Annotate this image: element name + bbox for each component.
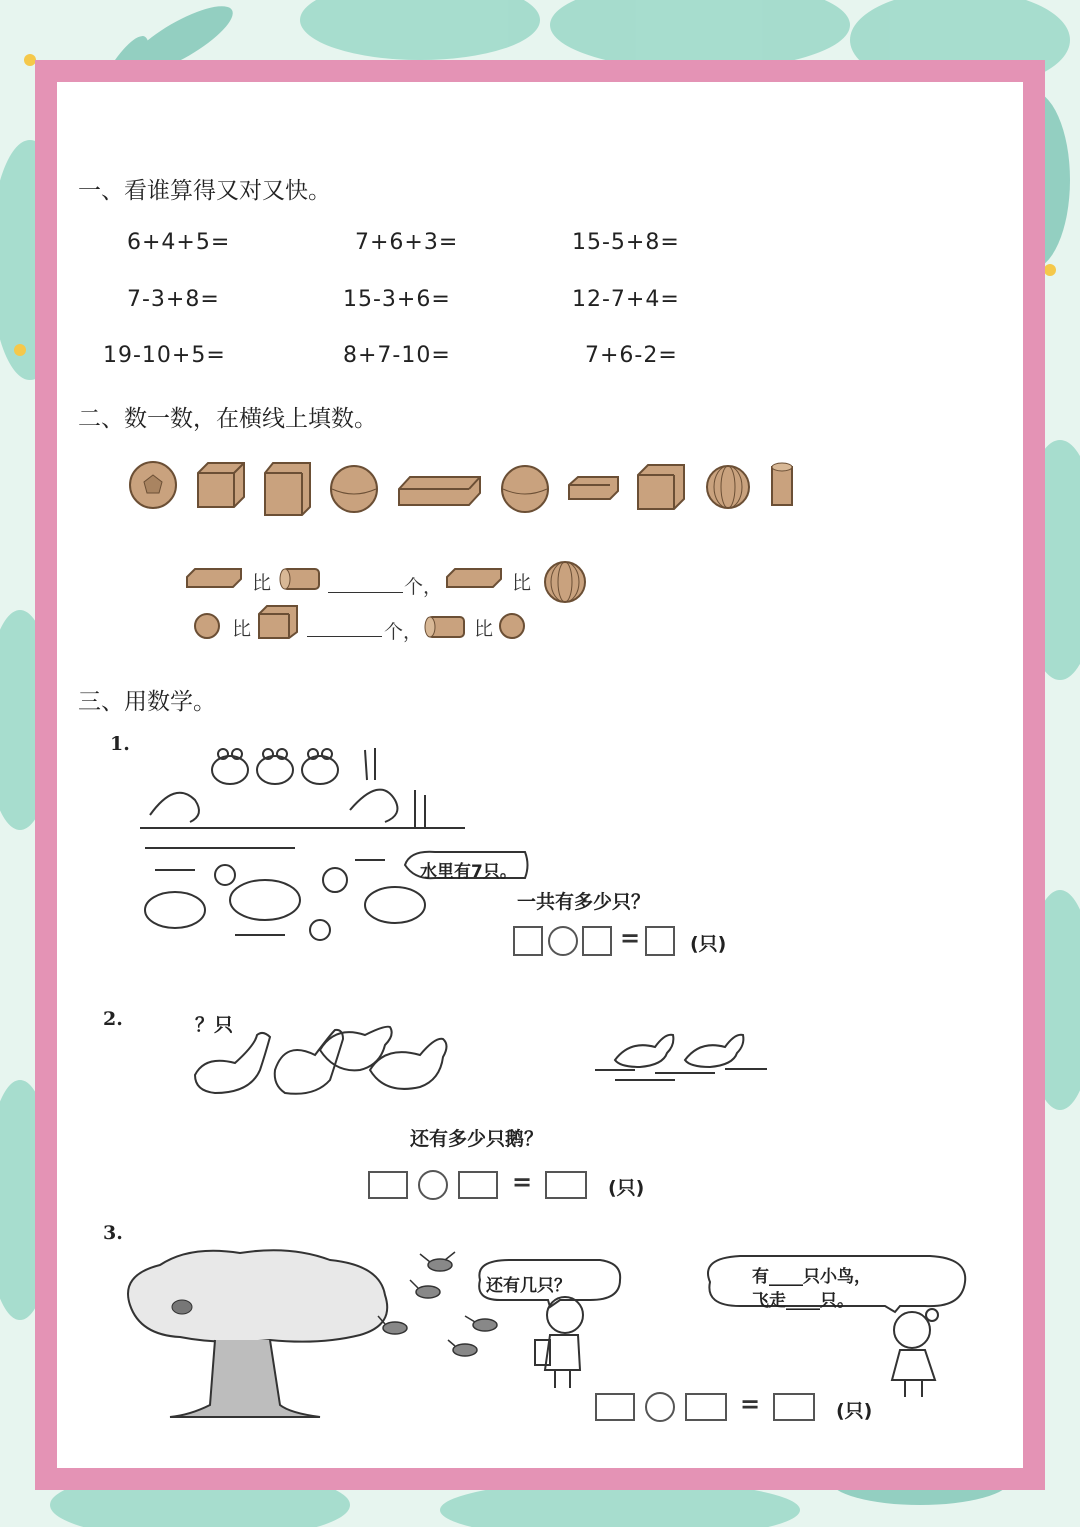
ball-icon	[502, 466, 548, 512]
equation: 7+6-2=	[585, 343, 678, 368]
equation: 7+6+3=	[355, 230, 459, 255]
answer-box[interactable]	[773, 1393, 815, 1421]
equation: 15-3+6=	[343, 287, 451, 312]
unit-label: (只)	[690, 933, 727, 955]
section1-title: 一、看谁算得又对又快。	[78, 178, 331, 204]
answer-box[interactable]	[545, 1171, 587, 1199]
answer-box[interactable]	[685, 1393, 727, 1421]
equation: 6+4+5=	[127, 230, 231, 255]
answer-box[interactable]	[458, 1171, 498, 1199]
geese-in-water-illustration	[595, 1025, 770, 1085]
equals-sign: =	[620, 924, 641, 952]
unknown-count-label: ？只	[195, 1014, 234, 1036]
ball-icon	[331, 466, 377, 512]
equals-sign: =	[740, 1390, 761, 1418]
unit-label: 个，	[404, 576, 443, 598]
equation: 12-7+4=	[572, 287, 680, 312]
girl-speech-line1: 有____只小鸟，	[752, 1267, 871, 1287]
football-icon	[130, 462, 176, 508]
shape-row	[120, 455, 810, 525]
compare-word: 比	[474, 618, 494, 640]
ball-icon	[498, 612, 528, 640]
answer-box[interactable]	[595, 1393, 635, 1421]
cylinder-icon	[277, 566, 322, 592]
answer-blank[interactable]	[328, 592, 403, 593]
equals-sign: =	[512, 1168, 533, 1196]
question: 还有多少只鹅？	[410, 1128, 544, 1150]
compare-word: 比	[252, 572, 272, 594]
unit-label: (只)	[608, 1177, 645, 1199]
compare-word: 比	[512, 572, 532, 594]
frog-icon	[257, 749, 293, 784]
equation: 15-5+8=	[572, 230, 680, 255]
girl-illustration	[880, 1305, 960, 1400]
flat-box-icon	[185, 565, 245, 595]
girl-speech-line2: 飞走____只。	[752, 1291, 854, 1311]
problem-number: 2.	[103, 1008, 123, 1030]
equation: 7-3+8=	[127, 287, 220, 312]
goose-icon	[370, 1039, 447, 1089]
cube-icon	[638, 465, 684, 509]
problem-number: 3.	[103, 1222, 123, 1244]
ball-icon	[193, 612, 223, 640]
tall-box-icon	[265, 463, 310, 515]
cylinder-icon	[422, 614, 467, 640]
bird-icon	[172, 1300, 192, 1314]
unit-label: 个，	[384, 621, 423, 643]
speech-bubble: 水里有7只。	[420, 862, 517, 882]
frog-icon	[212, 749, 248, 784]
unit-label: (只)	[836, 1400, 873, 1422]
goose-icon	[195, 1033, 270, 1093]
bird-icon	[410, 1280, 440, 1298]
problem-number: 1.	[110, 733, 130, 755]
boy-illustration	[520, 1290, 600, 1390]
frog-icon	[302, 749, 338, 784]
bird-icon	[448, 1340, 477, 1356]
goose-icon	[275, 1030, 343, 1094]
bird-icon	[378, 1316, 407, 1334]
small-box-icon	[569, 477, 618, 499]
geese-on-land-illustration	[185, 1015, 465, 1105]
section3-title: 三、用数学。	[78, 689, 216, 715]
cube-icon	[257, 604, 301, 640]
answer-blank[interactable]	[307, 636, 382, 637]
flat-box-icon	[445, 565, 505, 595]
equation: 19-10+5=	[103, 343, 226, 368]
section2-title: 二、数一数，在横线上填数。	[78, 406, 377, 432]
bird-icon	[420, 1252, 455, 1271]
equation: 8+7-10=	[343, 343, 451, 368]
striped-ball-icon	[542, 560, 588, 604]
operator-circle[interactable]	[548, 926, 578, 956]
cylinder-icon	[772, 463, 792, 505]
answer-box[interactable]	[582, 926, 612, 956]
frog-pond-illustration	[135, 740, 535, 960]
operator-circle[interactable]	[418, 1170, 448, 1200]
answer-box[interactable]	[513, 926, 543, 956]
cube-icon	[198, 463, 244, 507]
operator-circle[interactable]	[645, 1392, 675, 1422]
flat-box-icon	[399, 477, 480, 505]
boy-speech: 还有几只？	[486, 1276, 571, 1296]
striped-ball-icon	[707, 466, 749, 508]
answer-box[interactable]	[368, 1171, 408, 1199]
tree-illustration	[120, 1245, 395, 1425]
answer-box[interactable]	[645, 926, 675, 956]
bird-icon	[465, 1316, 497, 1331]
question: 一共有多少只？	[517, 891, 651, 913]
compare-word: 比	[232, 618, 252, 640]
